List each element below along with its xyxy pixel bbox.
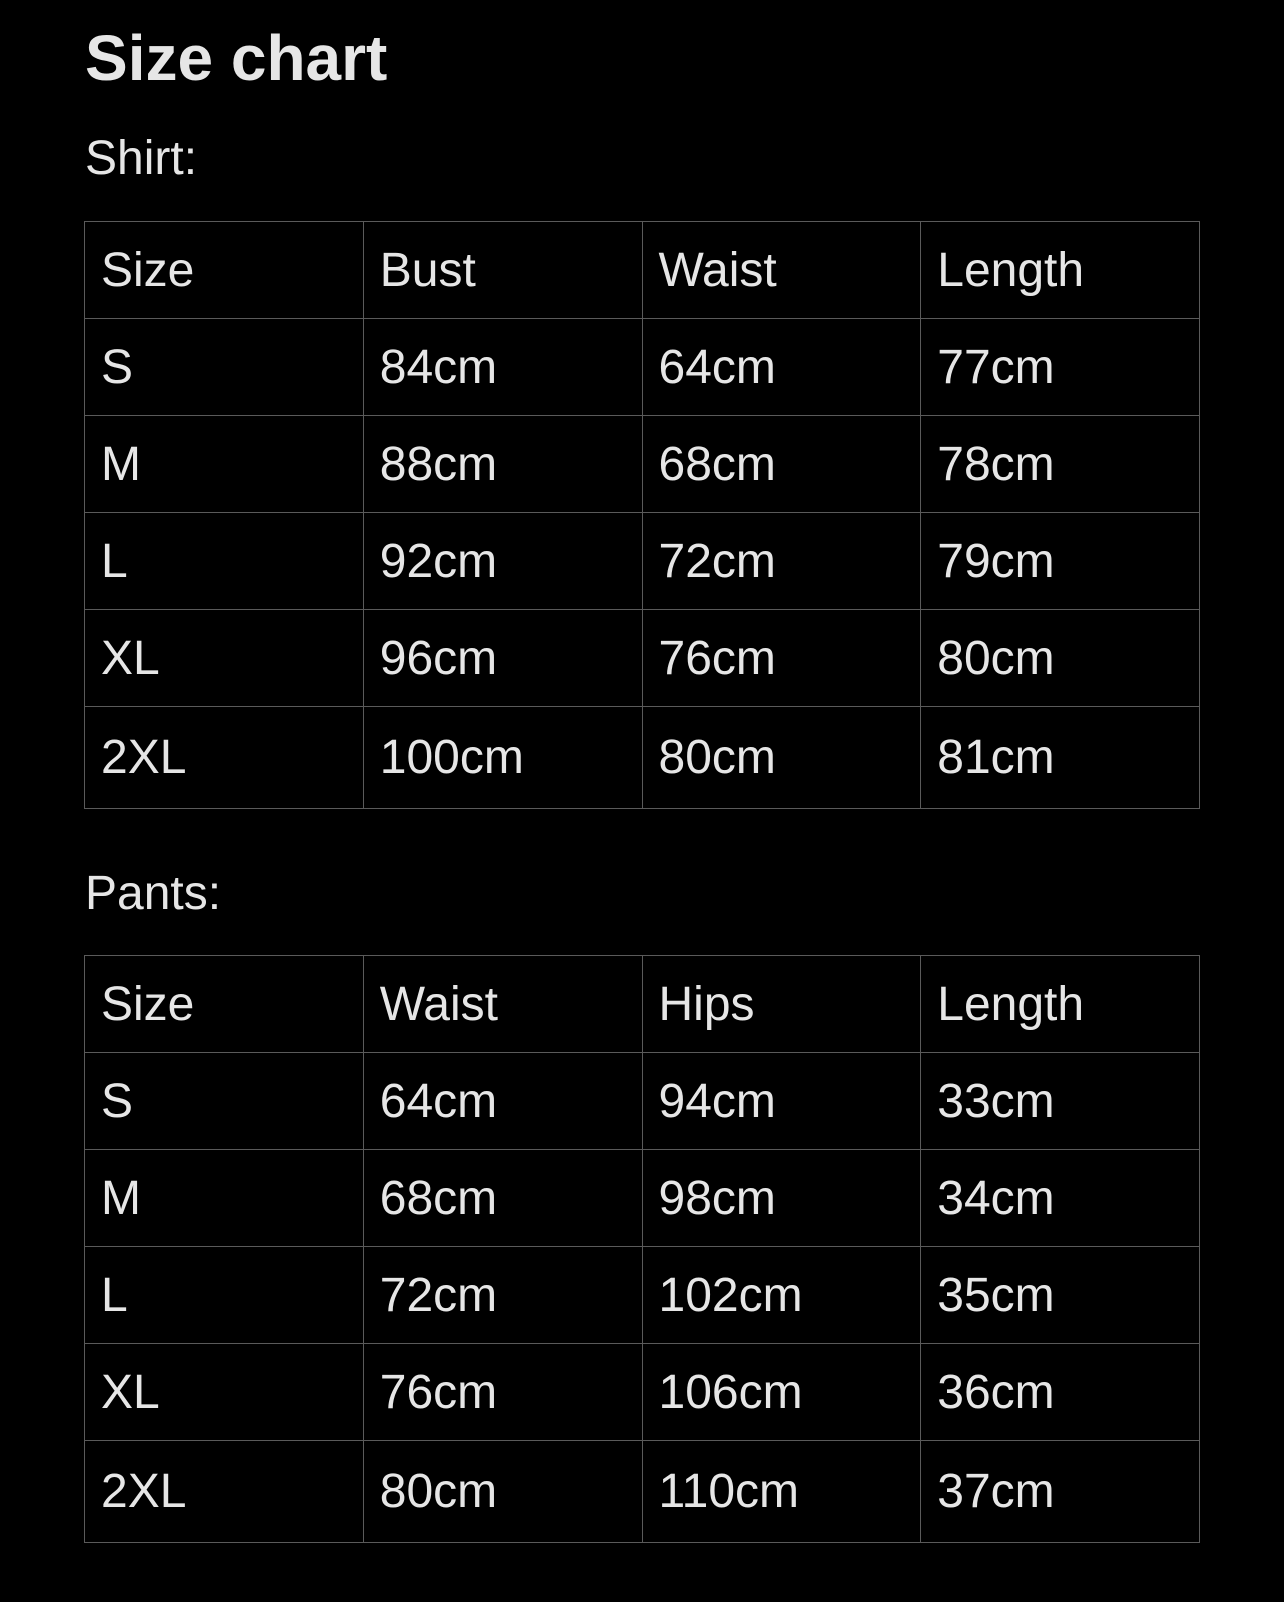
table-cell: L	[85, 1247, 364, 1344]
shirt-section-label: Shirt:	[85, 132, 198, 185]
table-cell: 76cm	[363, 1344, 642, 1441]
table-cell: 64cm	[642, 319, 921, 416]
table-cell: 77cm	[921, 319, 1200, 416]
table-cell: 78cm	[921, 416, 1200, 513]
column-header: Size	[85, 956, 364, 1053]
table-cell: 80cm	[921, 610, 1200, 707]
table-cell: 2XL	[85, 707, 364, 809]
table-cell: M	[85, 1150, 364, 1247]
table-row	[85, 1150, 1200, 1247]
table-cell: 94cm	[642, 1053, 921, 1150]
table-cell: 64cm	[363, 1053, 642, 1150]
column-header: Length	[921, 222, 1200, 319]
table-cell: 92cm	[363, 513, 642, 610]
table-row	[85, 1441, 1200, 1543]
table-cell: 106cm	[642, 1344, 921, 1441]
table-header-row	[85, 956, 1200, 1053]
table-row	[85, 707, 1200, 809]
table-cell: 34cm	[921, 1150, 1200, 1247]
table-row	[85, 1344, 1200, 1441]
column-header: Waist	[642, 222, 921, 319]
table-cell: 72cm	[363, 1247, 642, 1344]
table-cell: 80cm	[363, 1441, 642, 1543]
pants-section-label: Pants:	[85, 867, 222, 920]
table-cell: 98cm	[642, 1150, 921, 1247]
table-cell: 79cm	[921, 513, 1200, 610]
table-cell: 2XL	[85, 1441, 364, 1543]
column-header: Size	[85, 222, 364, 319]
shirt-size-table	[84, 221, 1200, 809]
table-row	[85, 1053, 1200, 1150]
table-cell: 68cm	[642, 416, 921, 513]
table-cell: 96cm	[363, 610, 642, 707]
table-cell: S	[85, 1053, 364, 1150]
table-cell: 100cm	[363, 707, 642, 809]
table-cell: 80cm	[642, 707, 921, 809]
table-cell: 81cm	[921, 707, 1200, 809]
table-row	[85, 610, 1200, 707]
table-cell: 72cm	[642, 513, 921, 610]
table-cell: 35cm	[921, 1247, 1200, 1344]
table-cell: 88cm	[363, 416, 642, 513]
column-header: Waist	[363, 956, 642, 1053]
table-cell: XL	[85, 610, 364, 707]
table-cell: S	[85, 319, 364, 416]
table-cell: 110cm	[642, 1441, 921, 1543]
table-cell: M	[85, 416, 364, 513]
table-cell: 37cm	[921, 1441, 1200, 1543]
table-row	[85, 319, 1200, 416]
table-cell: 36cm	[921, 1344, 1200, 1441]
table-cell: 76cm	[642, 610, 921, 707]
table-header-row	[85, 222, 1200, 319]
table-cell: 102cm	[642, 1247, 921, 1344]
table-cell: 68cm	[363, 1150, 642, 1247]
column-header: Length	[921, 956, 1200, 1053]
table-row	[85, 513, 1200, 610]
table-row	[85, 416, 1200, 513]
table-cell: 84cm	[363, 319, 642, 416]
table-cell: XL	[85, 1344, 364, 1441]
column-header: Hips	[642, 956, 921, 1053]
pants-size-table	[84, 955, 1200, 1543]
table-row	[85, 1247, 1200, 1344]
page-title: Size chart	[85, 22, 388, 94]
column-header: Bust	[363, 222, 642, 319]
table-cell: L	[85, 513, 364, 610]
table-cell: 33cm	[921, 1053, 1200, 1150]
